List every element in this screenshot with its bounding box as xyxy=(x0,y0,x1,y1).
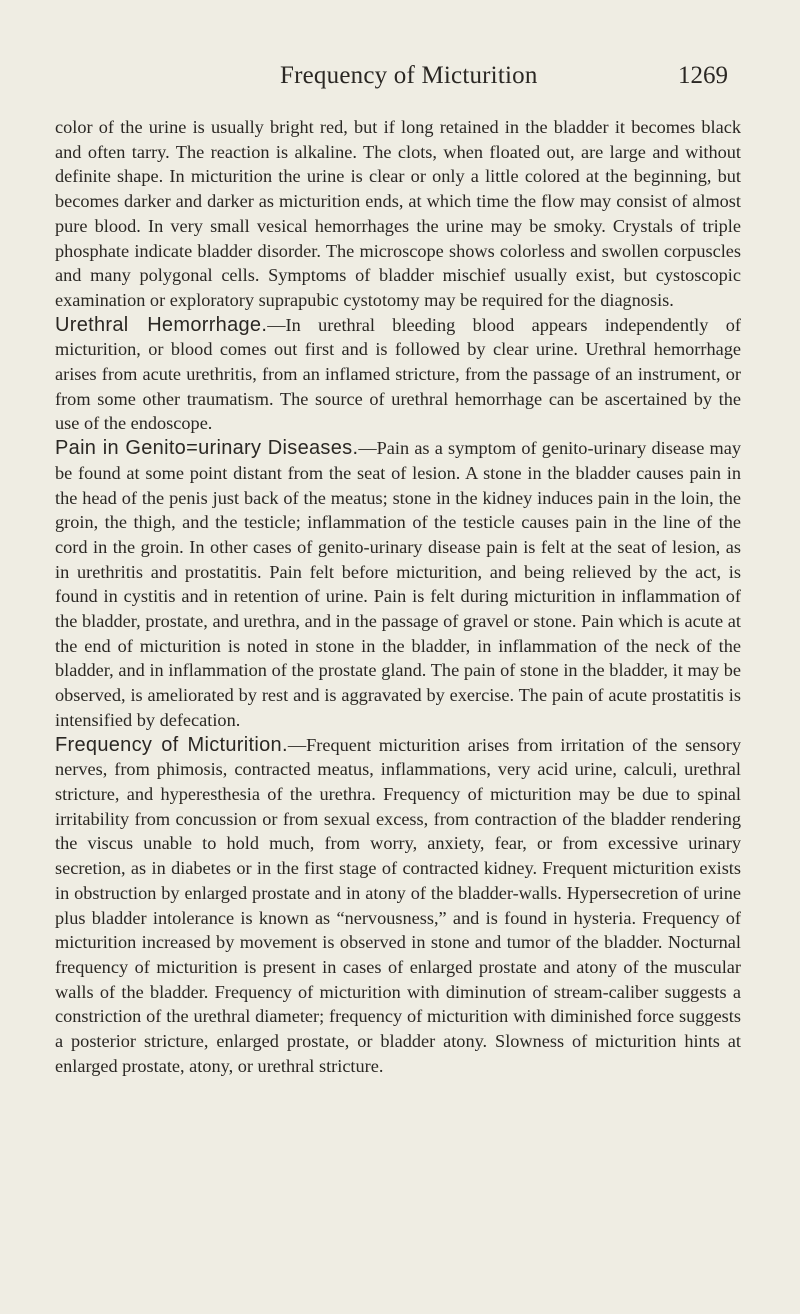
paragraph-text: —In urethral bleeding blood appears independently of micturition, or blood comes out first and is followed by clear urine. Urethral hemorrhage arises from acute urethritis, from an inflamed stricture, from the passage of an instrument, or from some other traumatism. The source of urethral hemorrhage can be ascertained by the use of the endoscope. xyxy=(55,314,741,434)
page-number: 1269 xyxy=(678,62,728,89)
paragraph-pain xyxy=(55,436,741,732)
section-heading-pain: Pain in Genito=urinary Diseases. xyxy=(55,437,359,460)
paragraph-text: color of the urine is usually bright red, but if long retained in the bladder it becomes black and often tarry. The reaction is alkaline. The clots, when floated out, are large and without definite shape. In micturition the urine is clear or only a little colored at the beginning, but becomes darker and darker as micturition ends, at which time the flow may consist of almost pure blood. In very small vesical hemorrhages the urine may be smoky. Crystals of triple phosphate indicate bladder disorder. The microscope shows colorless and swollen corpuscles and many polygonal cells. Symptoms of bladder mischief usually exist, but cystoscopic examination or exploratory suprapubic cystotomy may be required for the diagnosis. xyxy=(55,117,741,310)
paragraph-text: —Frequent micturition arises from irritation of the sensory nerves, from phimosis, contracted meatus, inflammations, very acid urine, calculi, urethral stricture, and hyperesthesia of the urethra. Frequency of micturition may be due to spinal irritability from concussion or from sexual excess, from contraction of the bladder rendering the viscus unable to hold much, from worry, anxiety, fear, or from excessive urinary secretion, as in diabetes or in the first stage of contracted kidney. Frequent micturition exists in obstruction by enlarged prostate and in atony of the bladder-walls. Hypersecretion of urine plus bladder intolerance is known as “nervousness,” and is found in hysteria. Frequency of micturition increased by movement is observed in stone and tumor of the bladder. Nocturnal frequency of micturition is present in cases of enlarged prostate and atony of the muscular walls of the bladder. Frequency of micturition with diminution of stream-caliber suggests a constriction of the urethral diameter; frequency of micturition with diminished force suggests a posterior stricture, enlarged prostate, or bladder atony. Slowness of micturition hints at enlarged prostate, atony, or urethral stricture. xyxy=(55,734,741,1076)
page-header xyxy=(0,62,800,106)
section-heading-urethral-hemorrhage: Urethral Hemorrhage. xyxy=(55,313,268,336)
paragraph-urethral-hemorrhage xyxy=(55,313,741,437)
paragraph-text: —Pain as a symptom of genito-urinary disease may be found at some point distant from the seat of lesion. A stone in the bladder causes pain in the head of the penis just back of the meatus; stone in the kidney induces pain in the loin, the groin, the thigh, and the testicle; inflammation of the testicle causes pain in the line of the cord in the groin. In other cases of genito-urinary disease pain is felt at the seat of lesion, as in urethritis and prostatitis. Pain felt before micturition, and being relieved by the act, is found in cystitis and in retention of urine. Pain is felt during micturition in inflammation of the bladder, prostate, and urethra, and in the passage of gravel or stone. Pain which is acute at the end of micturition is noted in stone in the bladder, in inflammation of the neck of the bladder, and in inflammation of the prostate gland. The pain of stone in the bladder, it may be observed, is ameliorated by rest and is aggravated by exercise. The pain of acute prostatitis is intensified by defecation. xyxy=(55,438,741,730)
paragraph-frequency xyxy=(55,733,741,1079)
paragraph-urine-color xyxy=(55,115,741,313)
running-title: Frequency of Micturition xyxy=(280,62,538,89)
body-text xyxy=(55,115,741,1078)
section-heading-frequency: Frequency of Micturition. xyxy=(55,733,288,756)
